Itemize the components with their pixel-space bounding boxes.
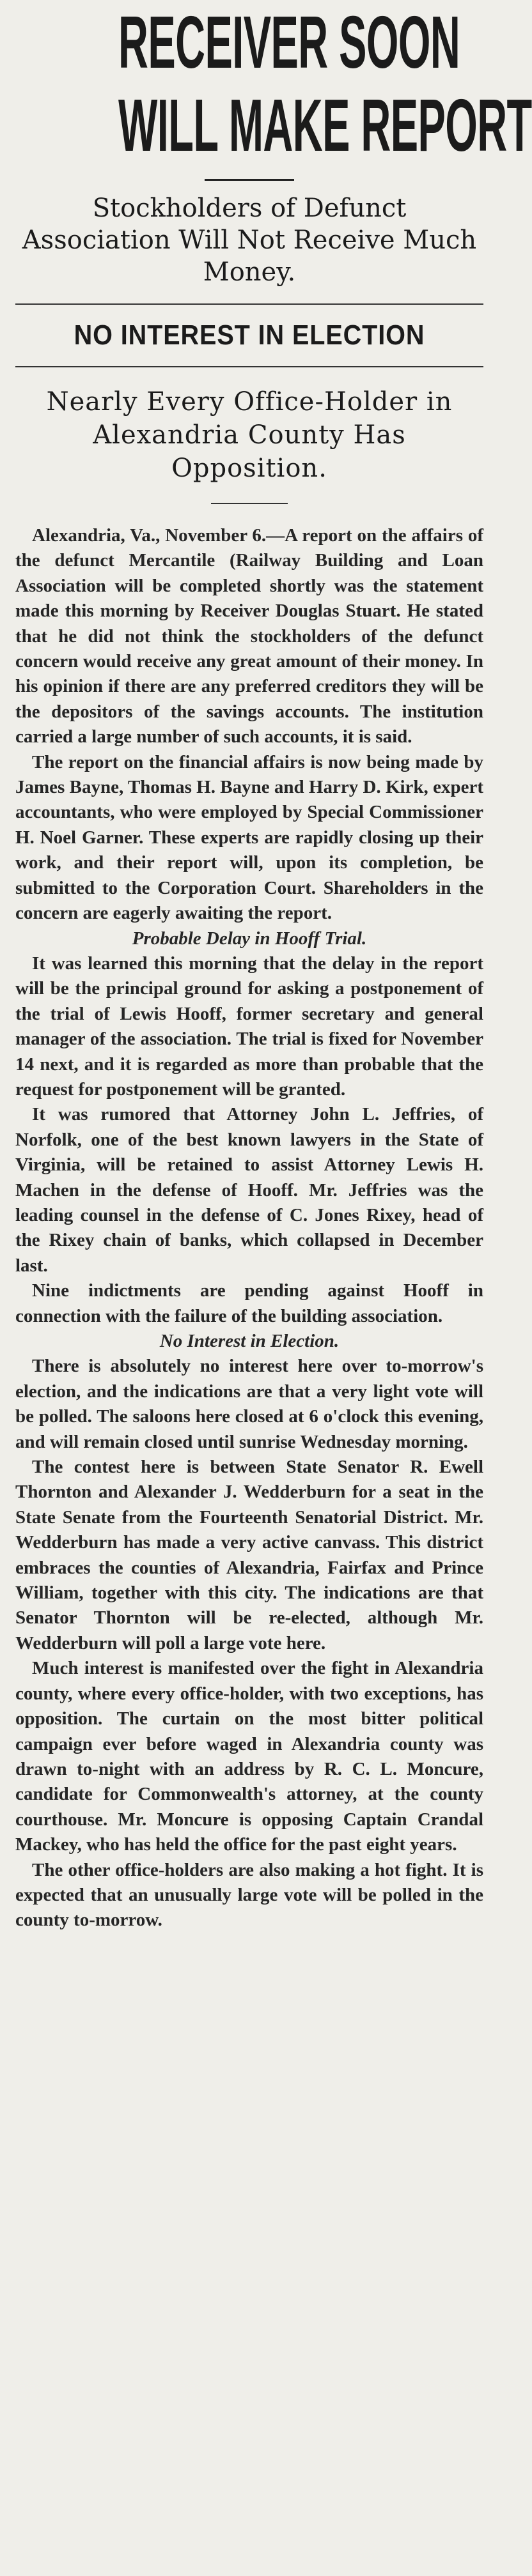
headline-divider	[205, 179, 294, 181]
newspaper-article	[0, 1, 532, 2576]
article-body	[15, 523, 483, 1933]
section-heading-election: No Interest in Election.	[159, 1331, 340, 1351]
headline-line-1: RECEIVER SOON	[118, 1, 460, 84]
paragraph: It was learned this morning that the delay in the report will be the principal ground for asking a postponement of the trial of Lewis Hooff, former secretary and general manager of the association. The trial is fixed for November 14 next, and it is regarded as more than probable that the request for postponement will be granted.	[15, 953, 483, 1100]
paragraph: It was rumored that Attorney John L. Jeffries, of Norfolk, one of the best known lawyers in the State of Virginia, will be retained to assist Attorney Lewis H. Machen in the defense of Hooff. Mr. Jeffries was the leading counsel in the defense of C. Jones Rixey, head of the Rixey chain of banks, which collapsed in December last.	[15, 1104, 483, 1276]
paragraph: The report on the financial affairs is now being made by James Bayne, Thomas H. Bayne and Harry D. Kirk, expert accountants, who were employed by Special Commissioner H. Noel Garner. These experts are rapidly closing up their work, and their report will, upon its completion, be submitted to the Corporation Court. Shareholders in the concern are eagerly awaiting the report.	[15, 751, 483, 924]
subhead: NO INTEREST IN ELECTION	[74, 319, 425, 351]
paragraph: Alexandria, Va., November 6.—A report on the affairs of the defunct Mercantile (Railway Building and Loan Association will be completed shortly was the statement made this morning by Receiver Douglas Stuart. He stated that he did not think the stockholders of the defunct concern would receive any great amount of their money. In his opinion if there are any preferred creditors they will be the depositors of the savings accounts. The institution carried a large number of such accounts, it is said.	[15, 525, 483, 747]
secondary-deck: Nearly Every Office-Holder in Alexandria County Has Opposition.	[46, 387, 453, 483]
headline-line-2: WILL MAKE REPORT	[118, 84, 532, 167]
paragraph: The other office-holders are also making a hot fight. It is expected that an unusually large vote will be polled in the county to-morrow.	[15, 1859, 483, 1931]
deck: Stockholders of Defunct Association Will Not Receive Much Money.	[22, 194, 477, 287]
paragraph: The contest here is between State Senator R. Ewell Thornton and Alexander J. Wedderburn for a seat in the State Senate from the Fourteenth Senatorial District. Mr. Wedderburn has made a very active canvass. This district embraces the counties of Alexandria, Fairfax and Prince William, together with this city. The indications are that Senator Thornton will be re-elected, although Mr. Wedderburn will poll a large vote here.	[15, 1457, 483, 1653]
deck-divider	[15, 303, 483, 305]
section-heading-delay: Probable Delay in Hooff Trial.	[132, 928, 367, 949]
subhead-divider	[15, 366, 483, 367]
paragraph: Much interest is manifested over the fight in Alexandria county, where every office-holder, with two exceptions, has opposition. The curtain on the most bitter political campaign ever before waged in Alexandria county was drawn to-night with an address by R. C. L. Moncure, candidate for Commonwealth's attorney, at the county courthouse. Mr. Moncure is opposing Captain Crandal Mackey, who has held the office for the past eight years.	[15, 1658, 483, 1855]
paragraph: There is absolutely no interest here over to-morrow's election, and the indications are that a very light vote will be polled. The saloons here closed at 6 o'clock this evening, and will remain closed until sunrise Wednesday morning.	[15, 1356, 483, 1452]
headline	[15, 1, 532, 172]
deck2-divider	[211, 503, 288, 504]
paragraph: Nine indictments are pending against Hooff in connection with the failure of the building association.	[15, 1280, 483, 1326]
